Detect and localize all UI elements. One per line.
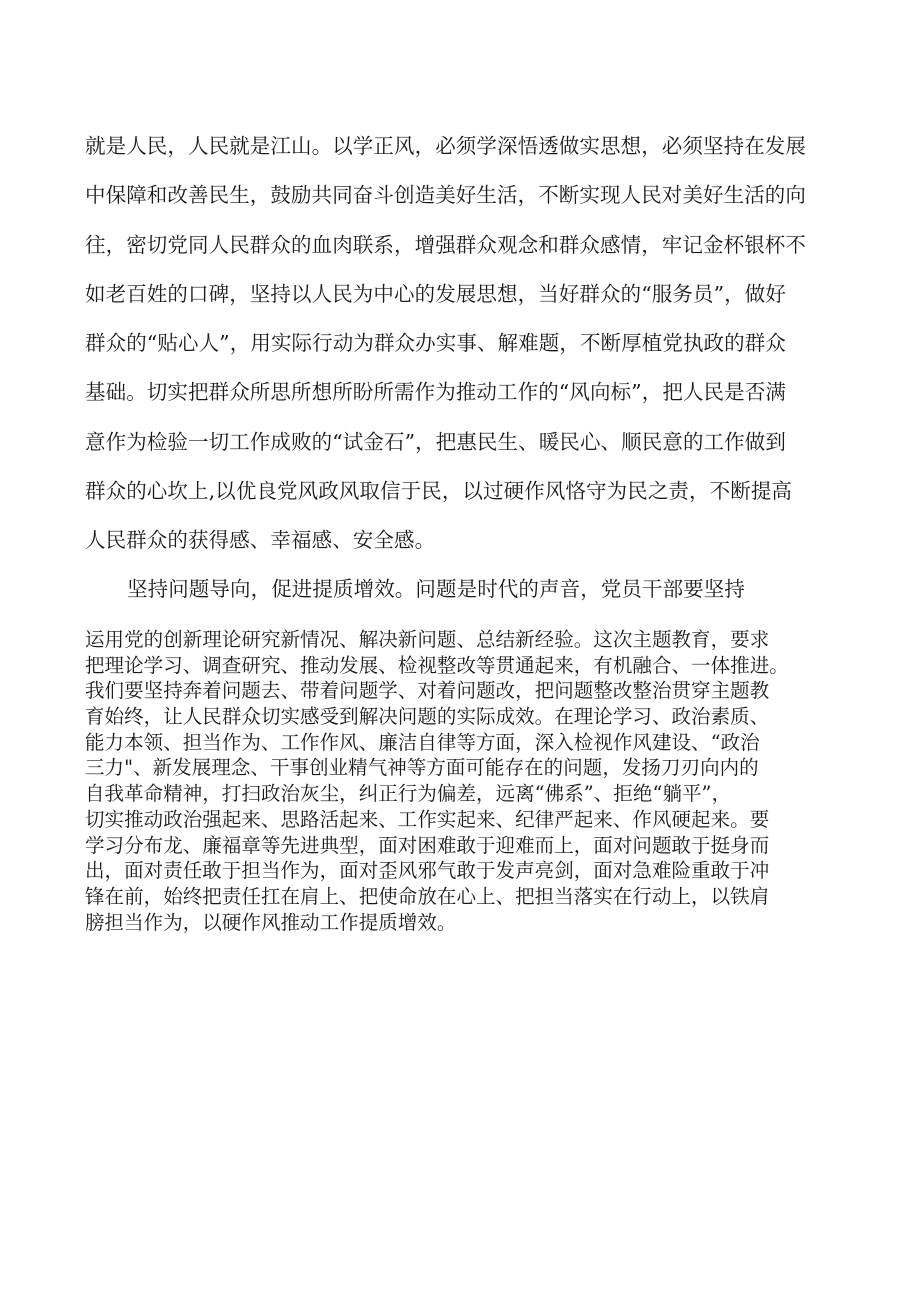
text-line: 如老百姓的口碑，坚持以人民为中心的发展思想，当好群众的“服务员”，做好 (85, 281, 786, 306)
text-line: 切实推动政治强起来、思路活起来、工作实起来、纪律严起来、作风硬起来。要 (85, 807, 770, 831)
paragraph-problem-oriented (85, 627, 855, 935)
text-line: 锋在前，始终把责任扛在肩上、把使命放在心上、把担当落实在行动上，以铁肩 (85, 884, 770, 908)
text-line: 自我革命精神，打扫政治灰尘，纠正行为偏差，远离“佛系”、拒绝“躺平”， (85, 782, 732, 806)
text-line: 学习分布龙、廉福章等先进典型，面对困难敢于迎难而上，面对问题敢于挺身而 (85, 833, 770, 857)
text-line: 就是人民，人民就是江山。以学正风，必须学深悟透做实思想，必须坚持在发展 (85, 134, 806, 158)
text-line: 能力本领、担当作为、工作作风、廉洁自律等方面，深入检视作风建设、“政治 (85, 730, 760, 754)
text-line: 人民群众的获得感、幸福感、安全感。 (85, 528, 436, 553)
text-line: 中保障和改善民生，鼓励共同奋斗创造美好生活，不断实现人民对美好生活的向 (85, 183, 806, 208)
text-line: 基础。切实把群众所思所想所盼所需作为推动工作的“风向标”，把人民是否满 (85, 380, 786, 405)
text-line: 意作为检验一切工作成败的“试金石”，把惠民生、暖民心、顺民意的工作做到 (85, 429, 786, 454)
text-line: 群众的心坎上,以优良党风政风取信于民，以过硬作风恪守为民之责，不断提高 (85, 479, 793, 504)
text-line: 育始终，让人民群众切实感受到解决问题的实际成效。在理论学习、政治素质、 (85, 705, 770, 729)
text-line: 群众的“贴心人”，用实际行动为群众办实事、解难题，不断厚植党执政的群众 (85, 331, 786, 356)
paragraph-people-centered (85, 122, 845, 566)
text-line: 膀担当作为，以硬作风推动工作提质增效。 (85, 910, 457, 934)
text-line: 把理论学习、调查研究、推动发展、检视整改等贯通起来，有机融合、一体推进。 (85, 653, 789, 677)
text-line: 往，密切党同人民群众的血肉联系，增强群众观念和群众感情，牢记金杯银杯不 (85, 232, 806, 257)
paragraph-problem-oriented-heading-line: 坚持问题导向，促进提质增效。问题是时代的声音，党员干部要坚持 (127, 577, 745, 601)
text-line: 运用党的创新理论研究新情况、解决新问题、总结新经验。这次主题教育，要求 (85, 628, 770, 651)
text-line: 出，面对责任敢于担当作为，面对歪风邪气敢于发声亮剑，面对急难险重敢于冲 (85, 859, 770, 883)
text-line: 三力"、新发展理念、干事创业精气神等方面可能存在的问题，发扬刀刃向内的 (85, 756, 759, 780)
text-line: 我们要坚持奔着问题去、带着问题学、对着问题改，把问题整改整治贯穿主题教 (85, 679, 770, 703)
